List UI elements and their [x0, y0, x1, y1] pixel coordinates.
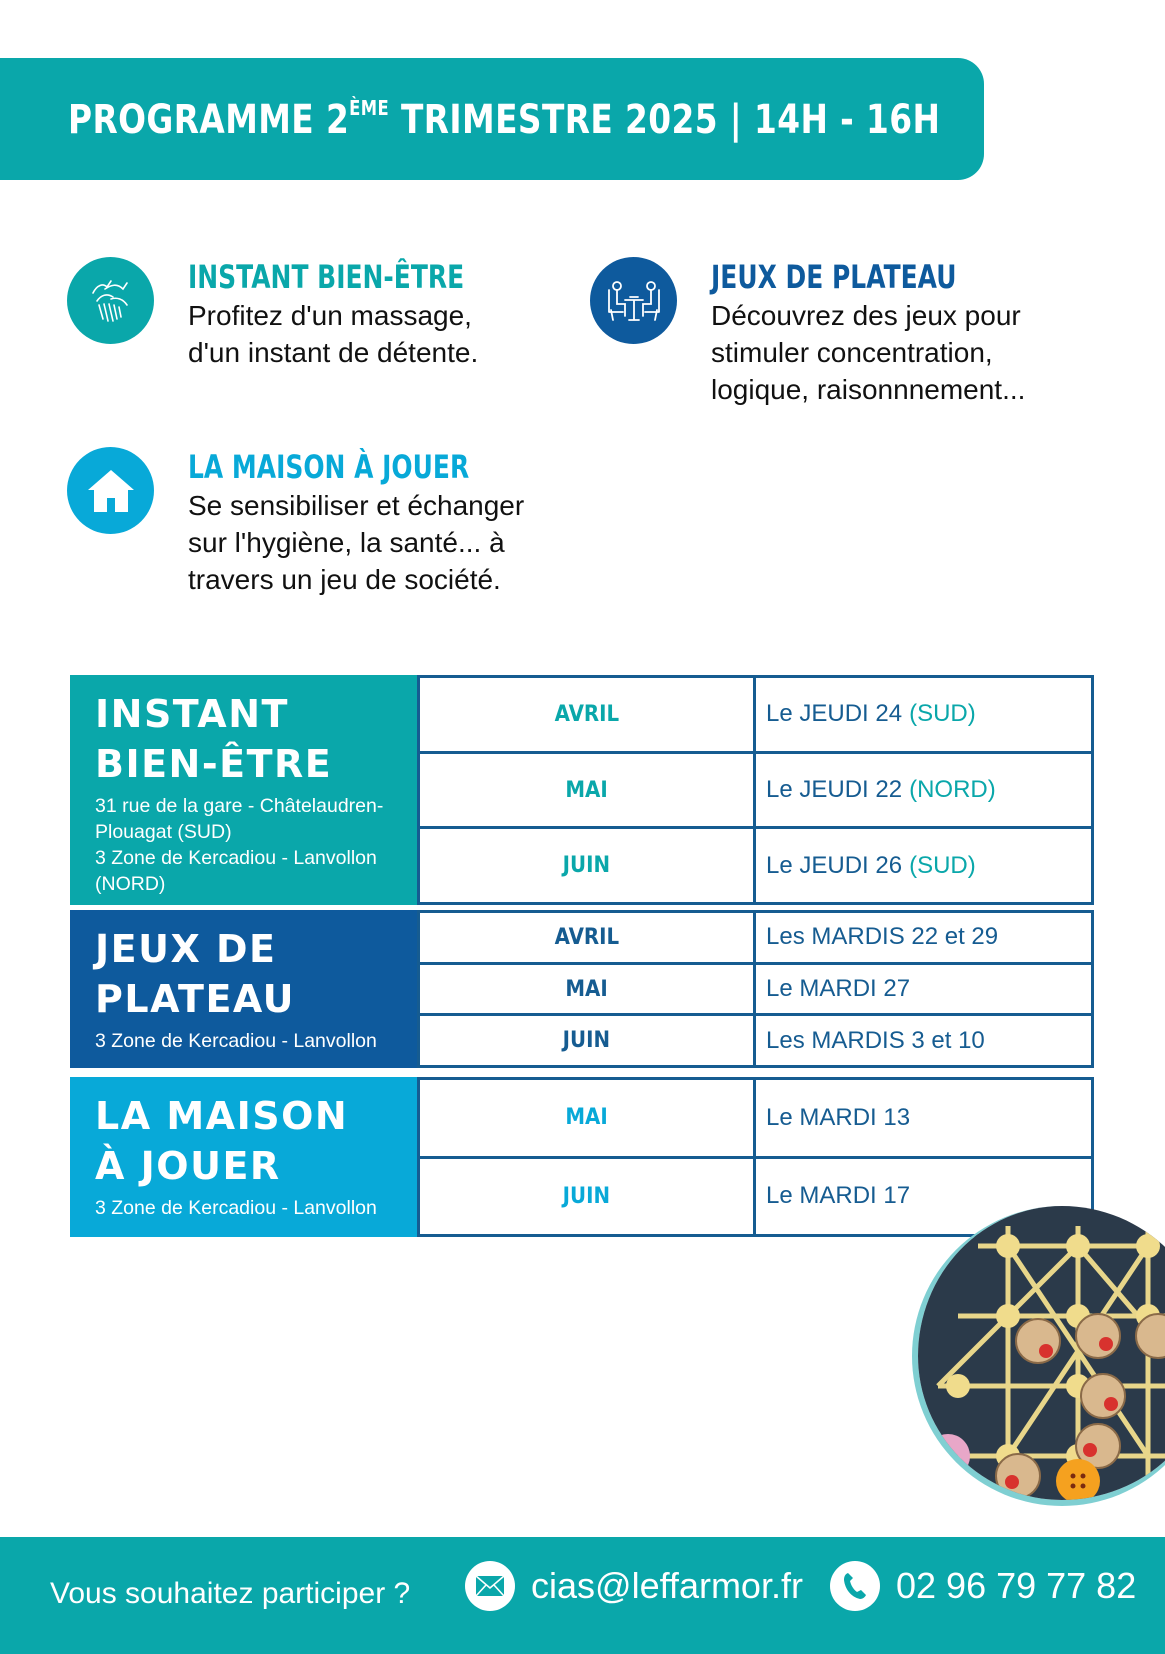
group-label	[70, 675, 417, 905]
phone-contact[interactable]	[830, 1561, 1136, 1611]
email-contact[interactable]	[465, 1561, 803, 1611]
house-icon	[67, 447, 154, 534]
zone-label: (SUD)	[909, 700, 976, 728]
table-row	[420, 1080, 1091, 1156]
table-row	[420, 913, 1091, 962]
table-row	[420, 1013, 1091, 1065]
date-cell: Les MARDIS 3 et 10	[766, 1026, 985, 1054]
activity-title: LA MAISON À JOUER	[188, 448, 470, 486]
month-cell: JUIN	[420, 1159, 756, 1235]
schedule-group-maison-a-jouer	[70, 1077, 1094, 1237]
date-cell: Les MARDIS 22 et 29	[766, 923, 999, 951]
table-row	[420, 678, 1091, 751]
activity-jeux-de-plateau	[590, 257, 1026, 408]
envelope-icon	[465, 1561, 515, 1611]
date-cell: Le MARDI 27	[766, 975, 911, 1002]
table-row	[420, 751, 1091, 827]
zone-label: (SUD)	[909, 851, 976, 879]
activity-title: JEUX DE PLATEAU	[711, 258, 957, 296]
month-cell: MAI	[420, 754, 756, 827]
month-cell: MAI	[420, 1080, 756, 1156]
group-address: 3 Zone de Kercadiou - Lanvollon	[95, 1030, 377, 1052]
schedule-group-instant-bien-etre	[70, 675, 1094, 905]
activity-instant-bien-etre	[67, 257, 542, 371]
phone-icon	[830, 1561, 880, 1611]
activity-description: Se sensibiliser et échanger sur l'hygiène, la santé... à travers un jeu de société.	[188, 490, 525, 595]
zone-label: (NORD)	[909, 776, 996, 803]
group-address: 3 Zone de Kercadiou - Lanvollon	[95, 1197, 377, 1219]
month-cell: JUIN	[420, 1016, 756, 1065]
massage-hands-icon	[67, 257, 154, 344]
group-label	[70, 1077, 417, 1237]
activity-title: INSTANT BIEN-ÊTRE	[188, 258, 465, 296]
group-title: JEUX DE PLATEAU	[95, 927, 295, 1021]
date-cell: Le JEUDI 22 (NORD)	[766, 776, 996, 803]
page-title: PROGRAMME 2ÈME TRIMESTRE 2025 | 14H - 16H	[68, 95, 941, 143]
footer-contact-bar	[0, 1537, 1165, 1654]
table-row	[420, 826, 1091, 902]
participate-prompt: Vous souhaitez participer ?	[50, 1577, 411, 1610]
month-cell: MAI	[420, 965, 756, 1014]
group-title: INSTANT BIEN-ÊTRE	[95, 692, 333, 786]
date-cell: Le JEUDI 24 (SUD)	[766, 700, 976, 728]
month-cell: AVRIL	[420, 913, 756, 962]
date-cell: Le JEUDI 26 (SUD)	[766, 851, 976, 879]
month-cell: JUIN	[420, 829, 756, 902]
activity-description: Profitez d'un massage, d'un instant de détente.	[188, 300, 479, 368]
table-row	[420, 1156, 1091, 1235]
group-title: LA MAISON À JOUER	[95, 1094, 349, 1188]
activity-description: Découvrez des jeux pour stimuler concentration, logique, raisonnnement...	[711, 300, 1026, 405]
schedule-group-jeux-de-plateau	[70, 910, 1094, 1068]
board-game-table-icon	[590, 257, 677, 344]
activity-maison-a-jouer	[67, 447, 548, 598]
group-label	[70, 910, 417, 1068]
phone-number[interactable]: 02 96 79 77 82	[896, 1565, 1137, 1606]
board-game-photo	[912, 1206, 1165, 1506]
month-cell: AVRIL	[420, 678, 756, 751]
group-address: 31 rue de la gare - Châtelaudren- Plouagat (SUD) 3 Zone de Kercadiou - Lanvollon (NORD)	[95, 795, 384, 895]
table-row	[420, 962, 1091, 1014]
header-banner	[0, 58, 984, 180]
date-cell: Le MARDI 17	[766, 1182, 911, 1210]
date-cell: Le MARDI 13	[766, 1103, 911, 1131]
email-link[interactable]: cias@leffarmor.fr	[531, 1565, 803, 1606]
